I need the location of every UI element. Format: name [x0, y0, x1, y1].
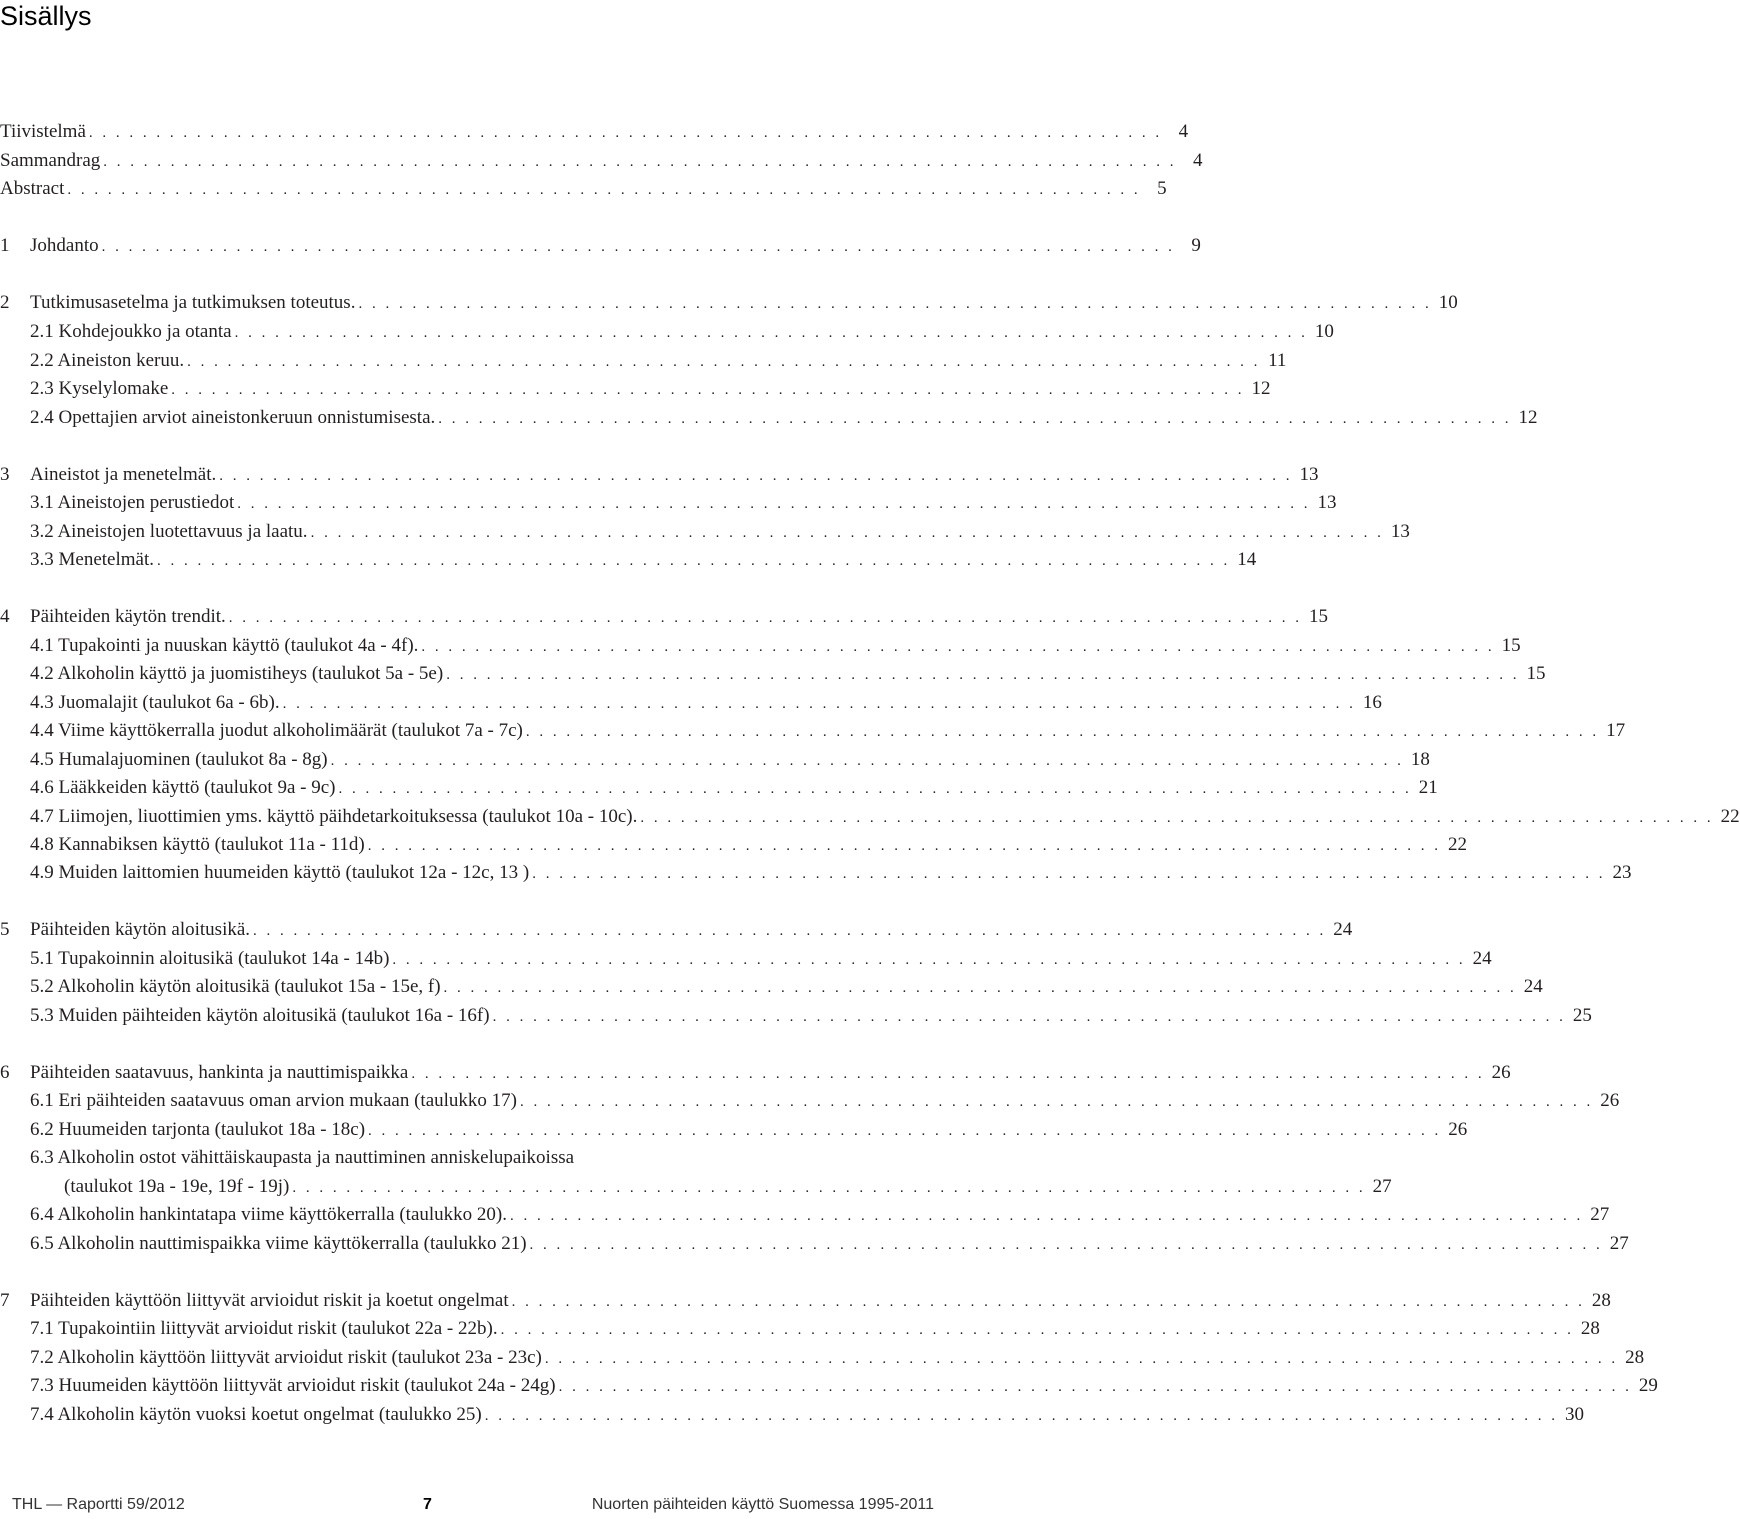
- toc-entry-text: Päihteiden saatavuus, hankinta ja nauttimispaikka: [30, 1062, 409, 1083]
- toc-section-4-4[interactable]: [30, 717, 1626, 745]
- toc-section-6-1[interactable]: [30, 1087, 1620, 1115]
- toc-section-4-6[interactable]: [30, 774, 1438, 802]
- toc-section-7-2[interactable]: [30, 1344, 1645, 1372]
- toc-page-number: 30: [1564, 1404, 1584, 1425]
- toc-page-number: 13: [1317, 492, 1337, 513]
- toc-page-number: 24: [1472, 948, 1492, 969]
- toc-entry-text: Aineistot ja menetelmät.: [30, 464, 217, 485]
- toc-section-5-3[interactable]: [30, 1002, 1592, 1030]
- toc-section-3-2[interactable]: [30, 518, 1410, 546]
- toc-entry-text: Päihteiden käytön aloitusikä.: [30, 919, 251, 940]
- toc-section-2-2[interactable]: [30, 347, 1287, 375]
- toc-chapter-7[interactable]: [0, 1287, 1611, 1315]
- toc-entry-text: Johdanto: [30, 235, 99, 256]
- toc-entry-text: 4.1 Tupakointi ja nuuskan käyttö (taulukot 4a - 4f).: [30, 635, 419, 656]
- chapter-number: 3: [0, 464, 10, 485]
- dot-leader: . . . . . . . . . . . . . . . . . . . . . . . . . . . . . . . . . . . . . . . . . . . . . . . . . . . . . . . . . . . . . . . . . . . . . . . . . . . . . . . .: [529, 1237, 1603, 1253]
- toc-entry-text: 5.3 Muiden päihteiden käytön aloitusikä (taulukot 16a - 16f): [30, 1005, 490, 1026]
- toc-page-number: 28: [1580, 1318, 1600, 1339]
- toc-page-number: 22: [1447, 834, 1467, 855]
- dot-leader: . . . . . . . . . . . . . . . . . . . . . . . . . . . . . . . . . . . . . . . . . . . . . . . . . . . . . . . . . . . . . . . . . . . . . . . . . . . . . . . .: [330, 753, 1404, 769]
- toc-page-number: 15: [1309, 606, 1329, 627]
- toc-entry-text: 7.2 Alkoholin käyttöön liittyvät arvioidut riskit (taulukot 23a - 23c): [30, 1347, 542, 1368]
- toc-chapter-5[interactable]: [0, 916, 1353, 944]
- toc-page-number: 5: [1157, 178, 1167, 199]
- toc-entry-text: 7.4 Alkoholin käytön vuoksi koetut ongelmat (taulukko 25): [30, 1404, 482, 1425]
- toc-page-number: 26: [1491, 1062, 1511, 1083]
- chapter-number: 6: [0, 1062, 10, 1083]
- toc-entry-text: 2.4 Opettajien arviot aineistonkeruun onnistumisesta.: [30, 407, 436, 428]
- chapter-number: 4: [0, 606, 10, 627]
- toc-entry-sammandrag[interactable]: [0, 147, 1203, 175]
- toc-entry-text: Tiivistelmä: [0, 121, 86, 142]
- toc-page-number: 17: [1606, 720, 1626, 741]
- dot-leader: . . . . . . . . . . . . . . . . . . . . . . . . . . . . . . . . . . . . . . . . . . . . . . . . . . . . . . . . . . . . . . . . . . . . . . . . . . . . . . . .: [338, 781, 1412, 797]
- dot-leader: . . . . . . . . . . . . . . . . . . . . . . . . . . . . . . . . . . . . . . . . . . . . . . . . . . . . . . . . . . . . . . . . . . . . . . . . . . . . . . . .: [187, 354, 1261, 370]
- toc-entry-text: 6.4 Alkoholin hankintatapa viime käyttökerralla (taulukko 20).: [30, 1204, 507, 1225]
- toc-section-6-3-line2[interactable]: [64, 1173, 1392, 1201]
- toc-page-number: 13: [1390, 521, 1410, 542]
- toc-entry-tiivistelma[interactable]: [0, 118, 1189, 146]
- dot-leader: . . . . . . . . . . . . . . . . . . . . . . . . . . . . . . . . . . . . . . . . . . . . . . . . . . . . . . . . . . . . . . . . . . . . . . . . . . . . . . . .: [228, 610, 1303, 626]
- toc-entry-text: 4.4 Viime käyttökerralla juodut alkoholimäärät (taulukot 7a - 7c): [30, 720, 523, 741]
- toc-entry-text: Päihteiden käyttöön liittyvät arvioidut riskit ja koetut ongelmat: [30, 1290, 509, 1311]
- chapter-number: 2: [0, 292, 10, 313]
- toc-page-number: 13: [1299, 464, 1319, 485]
- toc-page-number: 29: [1638, 1375, 1658, 1396]
- toc-chapter-4[interactable]: [0, 603, 1329, 631]
- toc-entry-text: 4.6 Lääkkeiden käyttö (taulukot 9a - 9c): [30, 777, 336, 798]
- toc-entry-text: 5.2 Alkoholin käytön aloitusikä (taulukot 15a - 15e, f): [30, 976, 441, 997]
- toc-entry-text: 2.1 Kohdejoukko ja otanta: [30, 321, 232, 342]
- toc-entry-text: 3.2 Aineistojen luotettavuus ja laatu.: [30, 521, 308, 542]
- toc-section-2-4[interactable]: [30, 404, 1538, 432]
- toc-entry-text: Päihteiden käytön trendit.: [30, 606, 226, 627]
- dot-leader: . . . . . . . . . . . . . . . . . . . . . . . . . . . . . . . . . . . . . . . . . . . . . . . . . . . . . . . . . . . . . . . . . . . . . . . . . . . . . . . .: [67, 182, 1141, 198]
- toc-page-number: 28: [1591, 1290, 1611, 1311]
- toc-entry-text: 4.8 Kannabiksen käyttö (taulukot 11a - 11d): [30, 834, 365, 855]
- toc-entry-text: (taulukot 19a - 19e, 19f - 19j): [64, 1176, 290, 1197]
- toc-entry-text: 6.1 Eri päihteiden saatavuus oman arvion mukaan (taulukko 17): [30, 1090, 518, 1111]
- dot-leader: . . . . . . . . . . . . . . . . . . . . . . . . . . . . . . . . . . . . . . . . . . . . . . . . . . . . . . . . . . . . . . . . . . . . . . . . . . . . . . . .: [367, 838, 1441, 854]
- toc-entry-abstract[interactable]: [0, 175, 1167, 203]
- toc-entry-text: 4.3 Juomalajit (taulukot 6a - 6b).: [30, 692, 280, 713]
- dot-leader: . . . . . . . . . . . . . . . . . . . . . . . . . . . . . . . . . . . . . . . . . . . . . . . . . . . . . . . . . . . . . . . . . . . . . . . . . . . . . . . .: [392, 952, 1466, 968]
- toc-chapter-2[interactable]: [0, 289, 1458, 317]
- dot-leader: . . . . . . . . . . . . . . . . . . . . . . . . . . . . . . . . . . . . . . . . . . . . . . . . . . . . . . . . . . . . . . . . . . . . . . . . . . . . . . . .: [103, 154, 1177, 170]
- toc-page-number: 27: [1372, 1176, 1392, 1197]
- toc-entry-text: Sammandrag: [0, 150, 101, 171]
- toc-section-6-2[interactable]: [30, 1116, 1468, 1144]
- toc-entry-text: 7.1 Tupakointiin liittyvät arvioidut riskit (taulukot 22a - 22b).: [30, 1318, 498, 1339]
- dot-leader: . . . . . . . . . . . . . . . . . . . . . . . . . . . . . . . . . . . . . . . . . . . . . . . . . . . . . . . . . . . . . . . . . . . . . . . . . . . . . . . .: [368, 1123, 1442, 1139]
- toc-page-number: 26: [1600, 1090, 1620, 1111]
- dot-leader: . . . . . . . . . . . . . . . . . . . . . . . . . . . . . . . . . . . . . . . . . . . . . . . . . . . . . . . . . . . . . . . . . . . . . . . . . . . . . . . .: [237, 496, 1311, 512]
- dot-leader: . . . . . . . . . . . . . . . . . . . . . . . . . . . . . . . . . . . . . . . . . . . . . . . . . . . . . . . . . . . . . . . . . . . . . . . . . . . . . . . .: [358, 296, 1432, 312]
- toc-entry-text: Tutkimusasetelma ja tutkimuksen toteutus.: [30, 292, 356, 313]
- toc-page-number: 12: [1518, 407, 1538, 428]
- toc-entry-text: 4.5 Humalajuominen (taulukot 8a - 8g): [30, 749, 328, 770]
- toc-section-5-1[interactable]: [30, 945, 1492, 973]
- dot-leader: . . . . . . . . . . . . . . . . . . . . . . . . . . . . . . . . . . . . . . . . . . . . . . . . . . . . . . . . . . . . . . . . . . . . . . . . . . . . . . . .: [310, 525, 1384, 541]
- toc-page-number: 4: [1193, 150, 1203, 171]
- dot-leader: . . . . . . . . . . . . . . . . . . . . . . . . . . . . . . . . . . . . . . . . . . . . . . . . . . . . . . . . . . . . . . . . . . . . . . . . . . . . . . . .: [520, 1094, 1594, 1110]
- toc-page-number: 24: [1523, 976, 1543, 997]
- toc-page-number: 18: [1410, 749, 1430, 770]
- dot-leader: . . . . . . . . . . . . . . . . . . . . . . . . . . . . . . . . . . . . . . . . . . . . . . . . . . . . . . . . . . . . . . . . . . . . . . . . . . . . . . . .: [544, 1351, 1619, 1367]
- toc-section-4-8[interactable]: [30, 831, 1467, 859]
- dot-leader: . . . . . . . . . . . . . . . . . . . . . . . . . . . . . . . . . . . . . . . . . . . . . . . . . . . . . . . . . . . . . . . . . . . . . . . . . . . . . . . .: [282, 696, 1356, 712]
- toc-page-number: 21: [1418, 777, 1438, 798]
- toc-entry-text: Abstract: [0, 178, 65, 199]
- toc-section-4-5[interactable]: [30, 746, 1430, 774]
- dot-leader: . . . . . . . . . . . . . . . . . . . . . . . . . . . . . . . . . . . . . . . . . . . . . . . . . . . . . . . . . . . . . . . . . . . . . . . . . . . . . . . .: [171, 382, 1245, 398]
- toc-page-number: 9: [1191, 235, 1201, 256]
- toc-section-6-5[interactable]: [30, 1230, 1629, 1258]
- dot-leader: . . . . . . . . . . . . . . . . . . . . . . . . . . . . . . . . . . . . . . . . . . . . . . . . . . . . . . . . . . . . . . . . . . . . . . . . . . . . . . . .: [640, 810, 1714, 826]
- toc-section-3-3[interactable]: [30, 546, 1257, 574]
- chapter-number: 7: [0, 1290, 10, 1311]
- toc-page-number: 27: [1590, 1204, 1610, 1225]
- toc-entry-text: 2.3 Kyselylomake: [30, 378, 169, 399]
- toc-section-4-1[interactable]: [30, 632, 1521, 660]
- toc-entry-text: 7.3 Huumeiden käyttöön liittyvät arvioidut riskit (taulukot 24a - 24g): [30, 1375, 556, 1396]
- chapter-number: 5: [0, 919, 10, 940]
- dot-leader: . . . . . . . . . . . . . . . . . . . . . . . . . . . . . . . . . . . . . . . . . . . . . . . . . . . . . . . . . . . . . . . . . . . . . . . . . . . . . . . .: [500, 1322, 1574, 1338]
- toc-page-number: 14: [1237, 549, 1257, 570]
- dot-leader: . . . . . . . . . . . . . . . . . . . . . . . . . . . . . . . . . . . . . . . . . . . . . . . . . . . . . . . . . . . . . . . . . . . . . . . . . . . . . . . .: [484, 1408, 1558, 1424]
- toc-page-number: 25: [1572, 1005, 1592, 1026]
- toc-chapter-1[interactable]: [0, 232, 1201, 260]
- toc-entry-text: 4.9 Muiden laittomien huumeiden käyttö (taulukot 12a - 12c, 13 ): [30, 862, 530, 883]
- toc-section-3-1[interactable]: [30, 489, 1337, 517]
- dot-leader: . . . . . . . . . . . . . . . . . . . . . . . . . . . . . . . . . . . . . . . . . . . . . . . . . . . . . . . . . . . . . . . . . . . . . . . . . . . . . . . .: [492, 1009, 1566, 1025]
- dot-leader: . . . . . . . . . . . . . . . . . . . . . . . . . . . . . . . . . . . . . . . . . . . . . . . . . . . . . . . . . . . . . . . . . . . . . . . . . . . . . . . .: [234, 325, 1308, 341]
- dot-leader: . . . . . . . . . . . . . . . . . . . . . . . . . . . . . . . . . . . . . . . . . . . . . . . . . . . . . . . . . . . . . . . . . . . . . . . . . . . . . . . .: [253, 923, 1327, 939]
- toc-entry-text: 6.2 Huumeiden tarjonta (taulukot 18a - 18c): [30, 1119, 366, 1140]
- toc-entry-text: 5.1 Tupakoinnin aloitusikä (taulukot 14a - 14b): [30, 948, 390, 969]
- dot-leader: . . . . . . . . . . . . . . . . . . . . . . . . . . . . . . . . . . . . . . . . . . . . . . . . . . . . . . . . . . . . . . . . . . . . . . . . . . . . . . . .: [219, 468, 1293, 484]
- page-title: Sisällys: [0, 1, 92, 31]
- toc-page-number: 10: [1438, 292, 1458, 313]
- toc-page-number: 24: [1333, 919, 1353, 940]
- dot-leader: . . . . . . . . . . . . . . . . . . . . . . . . . . . . . . . . . . . . . . . . . . . . . . . . . . . . . . . . . . . . . . . . . . . . . . . . . . . . . . . .: [157, 553, 1231, 569]
- toc-page-number: 11: [1268, 350, 1287, 371]
- toc-section-2-1[interactable]: [30, 318, 1334, 346]
- dot-leader: . . . . . . . . . . . . . . . . . . . . . . . . . . . . . . . . . . . . . . . . . . . . . . . . . . . . . . . . . . . . . . . . . . . . . . . . . . . . . . . .: [88, 125, 1163, 141]
- toc-page-number: 23: [1612, 862, 1632, 883]
- toc-section-4-3[interactable]: [30, 689, 1382, 717]
- dot-leader: . . . . . . . . . . . . . . . . . . . . . . . . . . . . . . . . . . . . . . . . . . . . . . . . . . . . . . . . . . . . . . . . . . . . . . . . . . . . . . . .: [510, 1208, 1584, 1224]
- toc-page-number: 26: [1448, 1119, 1468, 1140]
- toc-page-number: 10: [1314, 321, 1334, 342]
- toc-entry-text: 6.5 Alkoholin nauttimispaikka viime käyttökerralla (taulukko 21): [30, 1233, 527, 1254]
- toc-entry-text: 2.2 Aineiston keruu.: [30, 350, 185, 371]
- toc-section-4-7[interactable]: [30, 803, 1740, 831]
- toc-section-7-4[interactable]: [30, 1401, 1584, 1429]
- toc-entry-text: 3.3 Menetelmät.: [30, 549, 154, 570]
- chapter-number: 1: [0, 235, 10, 256]
- toc-section-6-3-line1[interactable]: 6.3 Alkoholin ostot vähittäiskaupasta ja nauttiminen anniskelupaikoissa: [30, 1147, 575, 1168]
- dot-leader: . . . . . . . . . . . . . . . . . . . . . . . . . . . . . . . . . . . . . . . . . . . . . . . . . . . . . . . . . . . . . . . . . . . . . . . . . . . . . . . .: [511, 1294, 1585, 1310]
- toc-section-4-2[interactable]: [30, 660, 1546, 688]
- toc-section-7-1[interactable]: [30, 1315, 1600, 1343]
- footer-page-number: 7: [423, 1496, 432, 1513]
- toc-section-4-9[interactable]: [30, 859, 1632, 887]
- toc-chapter-6[interactable]: [0, 1059, 1511, 1087]
- toc-page-number: 15: [1526, 663, 1546, 684]
- dot-leader: . . . . . . . . . . . . . . . . . . . . . . . . . . . . . . . . . . . . . . . . . . . . . . . . . . . . . . . . . . . . . . . . . . . . . . . . . . . . . . . .: [421, 639, 1495, 655]
- toc-section-5-2[interactable]: [30, 973, 1543, 1001]
- toc-page-number: 16: [1362, 692, 1382, 713]
- dot-leader: . . . . . . . . . . . . . . . . . . . . . . . . . . . . . . . . . . . . . . . . . . . . . . . . . . . . . . . . . . . . . . . . . . . . . . . . . . . . . . . .: [558, 1379, 1632, 1395]
- toc-page-number: 27: [1609, 1233, 1629, 1254]
- footer-report-id: THL — Raportti 59/2012: [12, 1496, 185, 1513]
- toc-entry-text: 3.1 Aineistojen perustiedot: [30, 492, 235, 513]
- dot-leader: . . . . . . . . . . . . . . . . . . . . . . . . . . . . . . . . . . . . . . . . . . . . . . . . . . . . . . . . . . . . . . . . . . . . . . . . . . . . . . . .: [101, 239, 1175, 255]
- toc-page-number: 28: [1625, 1347, 1645, 1368]
- toc-page-number: 15: [1501, 635, 1521, 656]
- toc-page-number: 12: [1251, 378, 1271, 399]
- toc-page-number: 4: [1178, 121, 1189, 142]
- dot-leader: . . . . . . . . . . . . . . . . . . . . . . . . . . . . . . . . . . . . . . . . . . . . . . . . . . . . . . . . . . . . . . . . . . . . . . . . . . . . . . . .: [525, 724, 1600, 740]
- dot-leader: . . . . . . . . . . . . . . . . . . . . . . . . . . . . . . . . . . . . . . . . . . . . . . . . . . . . . . . . . . . . . . . . . . . . . . . . . . . . . . . .: [443, 980, 1517, 996]
- dot-leader: . . . . . . . . . . . . . . . . . . . . . . . . . . . . . . . . . . . . . . . . . . . . . . . . . . . . . . . . . . . . . . . . . . . . . . . . . . . . . . . .: [532, 866, 1606, 882]
- dot-leader: . . . . . . . . . . . . . . . . . . . . . . . . . . . . . . . . . . . . . . . . . . . . . . . . . . . . . . . . . . . . . . . . . . . . . . . . . . . . . . . .: [292, 1180, 1366, 1196]
- toc-section-2-3[interactable]: [30, 375, 1271, 403]
- toc-entry-text: 4.2 Alkoholin käyttö ja juomistiheys (taulukot 5a - 5e): [30, 663, 444, 684]
- toc-section-7-3[interactable]: [30, 1372, 1658, 1400]
- toc-chapter-3[interactable]: [0, 461, 1319, 489]
- toc-page-number: 22: [1720, 806, 1740, 827]
- dot-leader: . . . . . . . . . . . . . . . . . . . . . . . . . . . . . . . . . . . . . . . . . . . . . . . . . . . . . . . . . . . . . . . . . . . . . . . . . . . . . . . .: [438, 411, 1512, 427]
- toc-entry-text: 4.7 Liimojen, liuottimien yms. käyttö päihdetarkoituksessa (taulukot 10a - 10c).: [30, 806, 638, 827]
- footer-publication-title: Nuorten päihteiden käyttö Suomessa 1995-2011: [591, 1496, 934, 1513]
- dot-leader: . . . . . . . . . . . . . . . . . . . . . . . . . . . . . . . . . . . . . . . . . . . . . . . . . . . . . . . . . . . . . . . . . . . . . . . . . . . . . . . .: [411, 1066, 1485, 1082]
- toc-section-6-4[interactable]: [30, 1201, 1610, 1229]
- dot-leader: . . . . . . . . . . . . . . . . . . . . . . . . . . . . . . . . . . . . . . . . . . . . . . . . . . . . . . . . . . . . . . . . . . . . . . . . . . . . . . . .: [446, 667, 1520, 683]
